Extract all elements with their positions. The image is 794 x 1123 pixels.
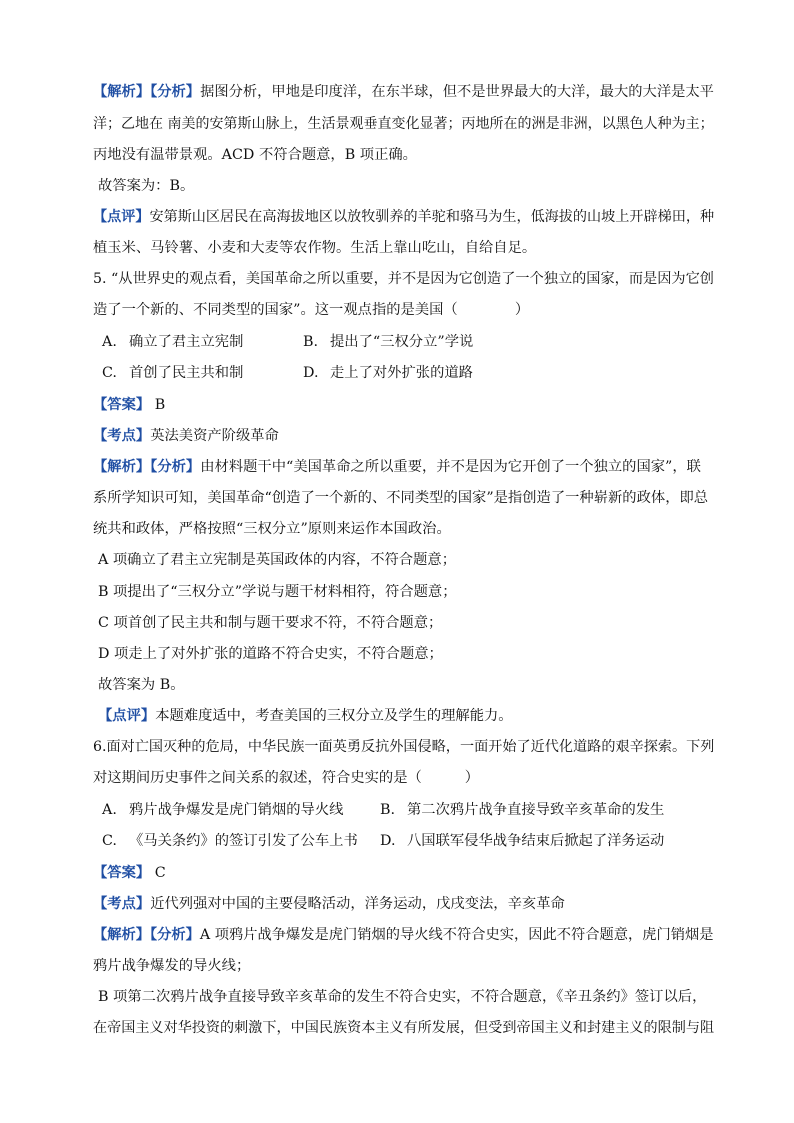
kaodian-tag: 【考点】 [93,428,151,444]
option-text: 提出了“三权分立”学说 [330,334,474,350]
option-text: 首创了民主共和制 [129,365,244,381]
question-stem: 6.面对亡国灭种的危局，中华民族一面英勇反抗外国侵略，一面开始了近代化道路的艰辛探索。下列 [93,739,715,755]
option-letter: B. [303,334,319,350]
option-d [380,832,664,850]
option-analysis: D 项走上了对外扩张的道路不符合史实，不符合题意； [98,646,443,662]
option-analysis: C 项首创了民主共和制与题干要求不符，不符合题意； [98,615,443,631]
option-text: 八国联军侵华战争结束后掀起了洋务运动 [407,833,665,849]
review-tag: 【点评】 [93,209,150,225]
option-analysis: B 项第二次鸦片战争直接导致辛亥革命的发生不符合史实，不符合题意，《辛丑条约》签订以后， [98,989,707,1005]
analysis-line: 系所学知识可知，美国革命“创造了一个新的、不同类型的国家”是指创造了一种崭新的政体，即总 [93,490,709,506]
review-line: 植玉米、马铃薯、小麦和大麦等农作物。生活上靠山吃山，自给自足。 [93,240,537,256]
analysis-line: 鸦片战争爆发的导火线； [93,958,251,974]
option-a [102,801,343,819]
analysis-tag: 【解析】 [93,84,151,100]
answer-tag: 【答案】 [93,865,151,881]
option-analysis: A 项确立了君主立宪制是英国政体的内容，不符合题意； [98,552,456,568]
kaodian-line [93,895,565,913]
option-c [102,364,243,382]
analysis-text: A 项鸦片战争爆发是虎门销烟的导火线不符合史实，因此不符合题意，虎门销烟是 [199,927,714,943]
review-text: 安第斯山区居民在高海拔地区以放牧驯养的羊驼和骆马为生，低海拔的山坡上开辟梯田，种 [149,209,715,225]
option-letter: C. [102,833,117,849]
review-tag: 【点评】 [98,708,156,724]
option-letter: D. [380,833,396,849]
answer-tag: 【答案】 [93,397,151,413]
option-text: 《马关条约》的签订引发了公车上书 [129,833,358,849]
kaodian-tag: 【考点】 [93,896,151,912]
option-c [102,832,358,850]
option-analysis: B 项提出了“三权分立”学说与题干材料相符，符合题意； [98,584,457,600]
sub-analysis-tag: 【分析】 [150,927,200,943]
option-letter: B. [380,802,396,818]
review-line [98,707,513,725]
question-stem: 5. “从世界史的观点看，美国革命之所以重要，并不是因为它创造了一个独立的国家，而是因为它创 [93,271,714,287]
option-letter: A. [102,802,117,818]
review-text: 本题难度适中，考查美国的三权分立及学生的理解能力。 [155,708,513,724]
sub-analysis-tag: 【分析】 [150,84,201,100]
answer-conclusion: 故答案为 B。 [98,677,185,693]
analysis-text: 据图分析，甲地是印度洋，在东半球，但不是世界最大的大洋，最大的大洋是太平 [200,84,714,100]
kaodian-line [93,427,279,445]
sub-analysis-tag: 【分析】 [150,459,201,475]
kaodian-text: 近代列强对中国的主要侵略活动，洋务运动，戊戌变法，辛亥革命 [150,896,565,912]
option-a [102,333,243,351]
option-analysis: 在帝国主义对华投资的刺激下，中国民族资本主义有所发展，但受到帝国主义和封建主义的限制与阻 [93,1020,715,1036]
review-line [93,208,714,226]
answer-line [93,396,165,414]
option-b [380,801,664,819]
option-text: 鸦片战争爆发是虎门销烟的导火线 [129,802,344,818]
analysis-line: 洋；乙地在 南美的安第斯山脉上，生活景观垂直变化显著；丙地所在的洲是非洲，以黑色人种为主； [93,116,714,132]
analysis-tag: 【解析】 [93,927,151,943]
option-letter: D. [303,365,319,381]
answer-line [93,864,166,882]
question-stem: 造了一个新的、不同类型的国家”。这一观点指的是美国（ ） [93,302,530,318]
answer-value: B [154,397,166,413]
analysis-line [93,926,714,944]
kaodian-text: 英法美资产阶级革命 [150,428,279,444]
analysis-line: 统共和政体，严格按照“三权分立”原则来运作本国政治。 [93,521,451,537]
option-b [303,333,473,351]
option-letter: C. [102,365,117,381]
analysis-line [93,83,714,101]
analysis-line [93,458,701,476]
option-text: 确立了君主立宪制 [129,334,244,350]
option-text: 走上了对外扩张的道路 [330,365,473,381]
answer-conclusion: 故答案为：B。 [98,178,195,194]
option-text: 第二次鸦片战争直接导致辛亥革命的发生 [407,802,665,818]
analysis-line: 丙地没有温带景观。ACD 不符合题意，B 项正确。 [93,147,417,163]
analysis-text: 由材料题干中“美国革命之所以重要，并不是因为它开创了一个独立的国家”，联 [200,459,701,475]
option-d [303,364,473,382]
answer-value: C [154,865,166,881]
question-stem: 对这期间历史事件之间关系的叙述，符合史实的是（ ） [93,770,480,786]
analysis-tag: 【解析】 [93,459,151,475]
option-letter: A. [102,334,117,350]
